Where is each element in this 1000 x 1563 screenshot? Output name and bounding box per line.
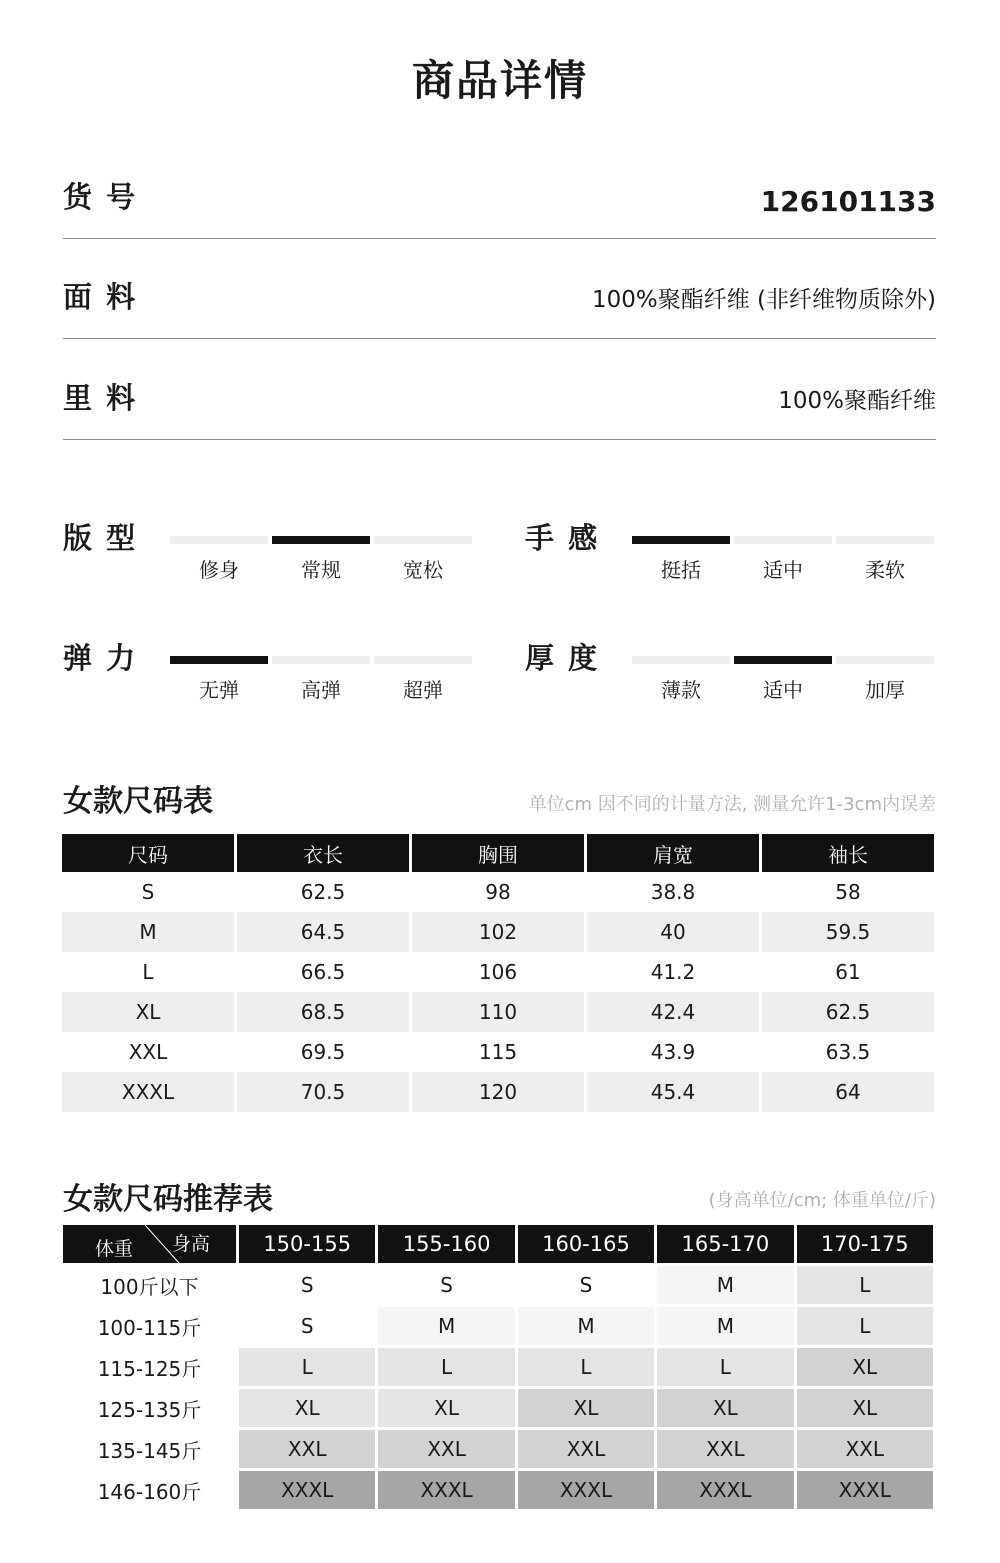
recommended-size-cell: L <box>797 1266 933 1304</box>
table-cell: S <box>141 880 155 904</box>
info-row-item-number <box>63 139 936 239</box>
recommended-size-cell: XXXL <box>657 1471 793 1509</box>
size-table-header: 袖长 <box>762 834 934 872</box>
scale-label: 版 型 <box>63 521 138 555</box>
recommended-size-cell: XL <box>239 1389 375 1427</box>
size-table-header: 胸围 <box>412 834 584 872</box>
recommended-size-cell: XXXL <box>239 1471 375 1509</box>
recommended-size-cell: XXL <box>797 1430 933 1468</box>
fabric-label: 面 料 <box>63 280 138 314</box>
scale-segment <box>632 656 730 664</box>
table-cell: 98 <box>485 880 511 904</box>
recommended-size-cell: XXXL <box>518 1471 654 1509</box>
fabric-value: 100%聚酯纤维 (非纤维物质除外) <box>591 287 936 313</box>
recommended-size-cell: M <box>378 1307 514 1345</box>
recommended-size-cell: M <box>518 1307 654 1345</box>
scale-0 <box>63 516 473 586</box>
info-row-lining <box>63 340 936 440</box>
scale-option: 宽松 <box>403 558 443 582</box>
table-cell: 64.5 <box>237 912 409 952</box>
scale-option: 加厚 <box>865 678 905 702</box>
height-range-header: 160-165 <box>518 1225 654 1263</box>
item-number-value: 126101133 <box>760 185 936 218</box>
recommended-size-cell: XL <box>797 1389 933 1427</box>
lining-value: 100%聚酯纤维 <box>778 388 936 414</box>
recommended-size-cell: XXL <box>518 1430 654 1468</box>
table-row <box>63 1471 933 1509</box>
page-title: 商品详情 <box>411 56 588 105</box>
table-cell: 69.5 <box>300 1040 346 1064</box>
recommended-size-cell: L <box>797 1307 933 1345</box>
size-table-title: 女款尺码表 <box>63 784 213 819</box>
recommended-size-cell: XL <box>518 1389 654 1427</box>
weight-range-cell: 100斤以下 <box>63 1266 236 1304</box>
table-cell: 38.8 <box>650 880 696 904</box>
recommended-size-cell: S <box>378 1266 514 1304</box>
table-row <box>63 1389 933 1427</box>
recommended-size-cell: XXL <box>239 1430 375 1468</box>
table-row <box>63 1430 933 1468</box>
size-table-note: 单位cm 因不同的计量方法, 测量允许1-3cm内误差 <box>528 794 936 815</box>
table-row <box>62 912 934 952</box>
weight-range-cell: 115-125斤 <box>63 1348 236 1386</box>
table-cell: XL <box>62 992 234 1032</box>
scale-segment <box>272 656 370 664</box>
height-range-header: 170-175 <box>797 1225 933 1263</box>
recommended-size-cell: S <box>239 1266 375 1304</box>
table-cell: 120 <box>412 1072 584 1112</box>
table-cell: 106 <box>478 960 518 984</box>
table-row <box>63 1266 933 1304</box>
corner-diagonal-line <box>63 1225 236 1263</box>
scale-option: 适中 <box>763 558 803 582</box>
recommend-table-note: (身高单位/cm; 体重单位/斤) <box>708 1190 936 1211</box>
size-table-header: 肩宽 <box>587 834 759 872</box>
recommended-size-cell: S <box>518 1266 654 1304</box>
table-row <box>62 1072 934 1112</box>
table-cell: 40 <box>587 912 759 952</box>
corner-height-label: 身高 <box>171 1233 210 1255</box>
lining-label: 里 料 <box>63 381 138 415</box>
scale-label: 厚 度 <box>525 641 600 675</box>
scale-option: 无弹 <box>199 678 239 702</box>
recommended-size-cell: XXXL <box>378 1471 514 1509</box>
recommended-size-cell: XXL <box>657 1430 793 1468</box>
corner-weight-label: 体重 <box>95 1238 134 1260</box>
height-range-header: 155-160 <box>378 1225 514 1263</box>
scale-segment <box>374 656 472 664</box>
table-cell: 66.5 <box>300 960 346 984</box>
table-cell: 115 <box>478 1040 518 1064</box>
table-cell: 70.5 <box>237 1072 409 1112</box>
table-cell: 61 <box>835 960 861 984</box>
scale-label: 手 感 <box>525 521 600 555</box>
scale-segment-selected <box>170 656 268 664</box>
recommended-size-cell: XL <box>657 1389 793 1427</box>
scale-segment-selected <box>734 656 832 664</box>
weight-range-cell: 125-135斤 <box>63 1389 236 1427</box>
scale-option: 修身 <box>199 558 239 582</box>
corner-header <box>63 1225 236 1263</box>
scale-option: 薄款 <box>661 678 701 702</box>
table-cell: 68.5 <box>237 992 409 1032</box>
table-cell: 41.2 <box>650 960 696 984</box>
recommended-size-cell: M <box>657 1307 793 1345</box>
height-range-header: 150-155 <box>239 1225 375 1263</box>
recommended-size-cell: S <box>239 1307 375 1345</box>
size-table <box>59 834 937 1112</box>
table-cell: 43.9 <box>650 1040 696 1064</box>
scale-option: 高弹 <box>301 678 341 702</box>
table-cell: L <box>142 960 154 984</box>
recommend-table <box>60 1222 936 1512</box>
table-cell: 63.5 <box>825 1040 871 1064</box>
table-row <box>62 952 934 992</box>
weight-range-cell: 146-160斤 <box>63 1471 236 1509</box>
scale-option: 柔软 <box>865 558 905 582</box>
scale-option: 适中 <box>763 678 803 702</box>
scale-2 <box>63 636 473 706</box>
scale-option: 挺括 <box>661 558 701 582</box>
recommended-size-cell: XXL <box>378 1430 514 1468</box>
table-cell: 102 <box>412 912 584 952</box>
recommend-table-title: 女款尺码推荐表 <box>63 1182 273 1217</box>
table-cell: 42.4 <box>587 992 759 1032</box>
size-table-header: 衣长 <box>237 834 409 872</box>
table-cell: 59.5 <box>762 912 934 952</box>
scale-segment-selected <box>632 536 730 544</box>
scale-segment <box>170 536 268 544</box>
scale-3 <box>525 636 935 706</box>
table-cell: 64 <box>762 1072 934 1112</box>
recommended-size-cell: L <box>378 1348 514 1386</box>
info-row-fabric <box>63 239 936 339</box>
table-cell: M <box>62 912 234 952</box>
recommended-size-cell: M <box>657 1266 793 1304</box>
table-row <box>63 1348 933 1386</box>
weight-range-cell: 135-145斤 <box>63 1430 236 1468</box>
table-cell: 45.4 <box>587 1072 759 1112</box>
recommended-size-cell: XL <box>797 1348 933 1386</box>
table-row <box>62 1032 934 1072</box>
recommended-size-cell: L <box>239 1348 375 1386</box>
table-cell: 58 <box>835 880 861 904</box>
table-cell: XXL <box>128 1040 168 1064</box>
table-cell: 62.5 <box>762 992 934 1032</box>
table-cell: XXXL <box>62 1072 234 1112</box>
recommended-size-cell: L <box>657 1348 793 1386</box>
recommended-size-cell: XXXL <box>797 1471 933 1509</box>
scale-segment <box>836 536 934 544</box>
recommended-size-cell: L <box>518 1348 654 1386</box>
table-row <box>62 872 934 912</box>
item-number-label: 货 号 <box>63 180 138 214</box>
scale-segment <box>734 536 832 544</box>
table-cell: 110 <box>412 992 584 1032</box>
table-row <box>62 992 934 1032</box>
scale-1 <box>525 516 935 586</box>
table-row <box>63 1307 933 1345</box>
recommended-size-cell: XL <box>378 1389 514 1427</box>
size-table-header: 尺码 <box>62 834 234 872</box>
scale-label: 弹 力 <box>63 641 138 675</box>
scale-segment <box>836 656 934 664</box>
scale-segment-selected <box>272 536 370 544</box>
scale-option: 超弹 <box>403 678 443 702</box>
weight-range-cell: 100-115斤 <box>63 1307 236 1345</box>
height-range-header: 165-170 <box>657 1225 793 1263</box>
scale-option: 常规 <box>301 558 341 582</box>
scale-segment <box>374 536 472 544</box>
table-cell: 62.5 <box>300 880 346 904</box>
